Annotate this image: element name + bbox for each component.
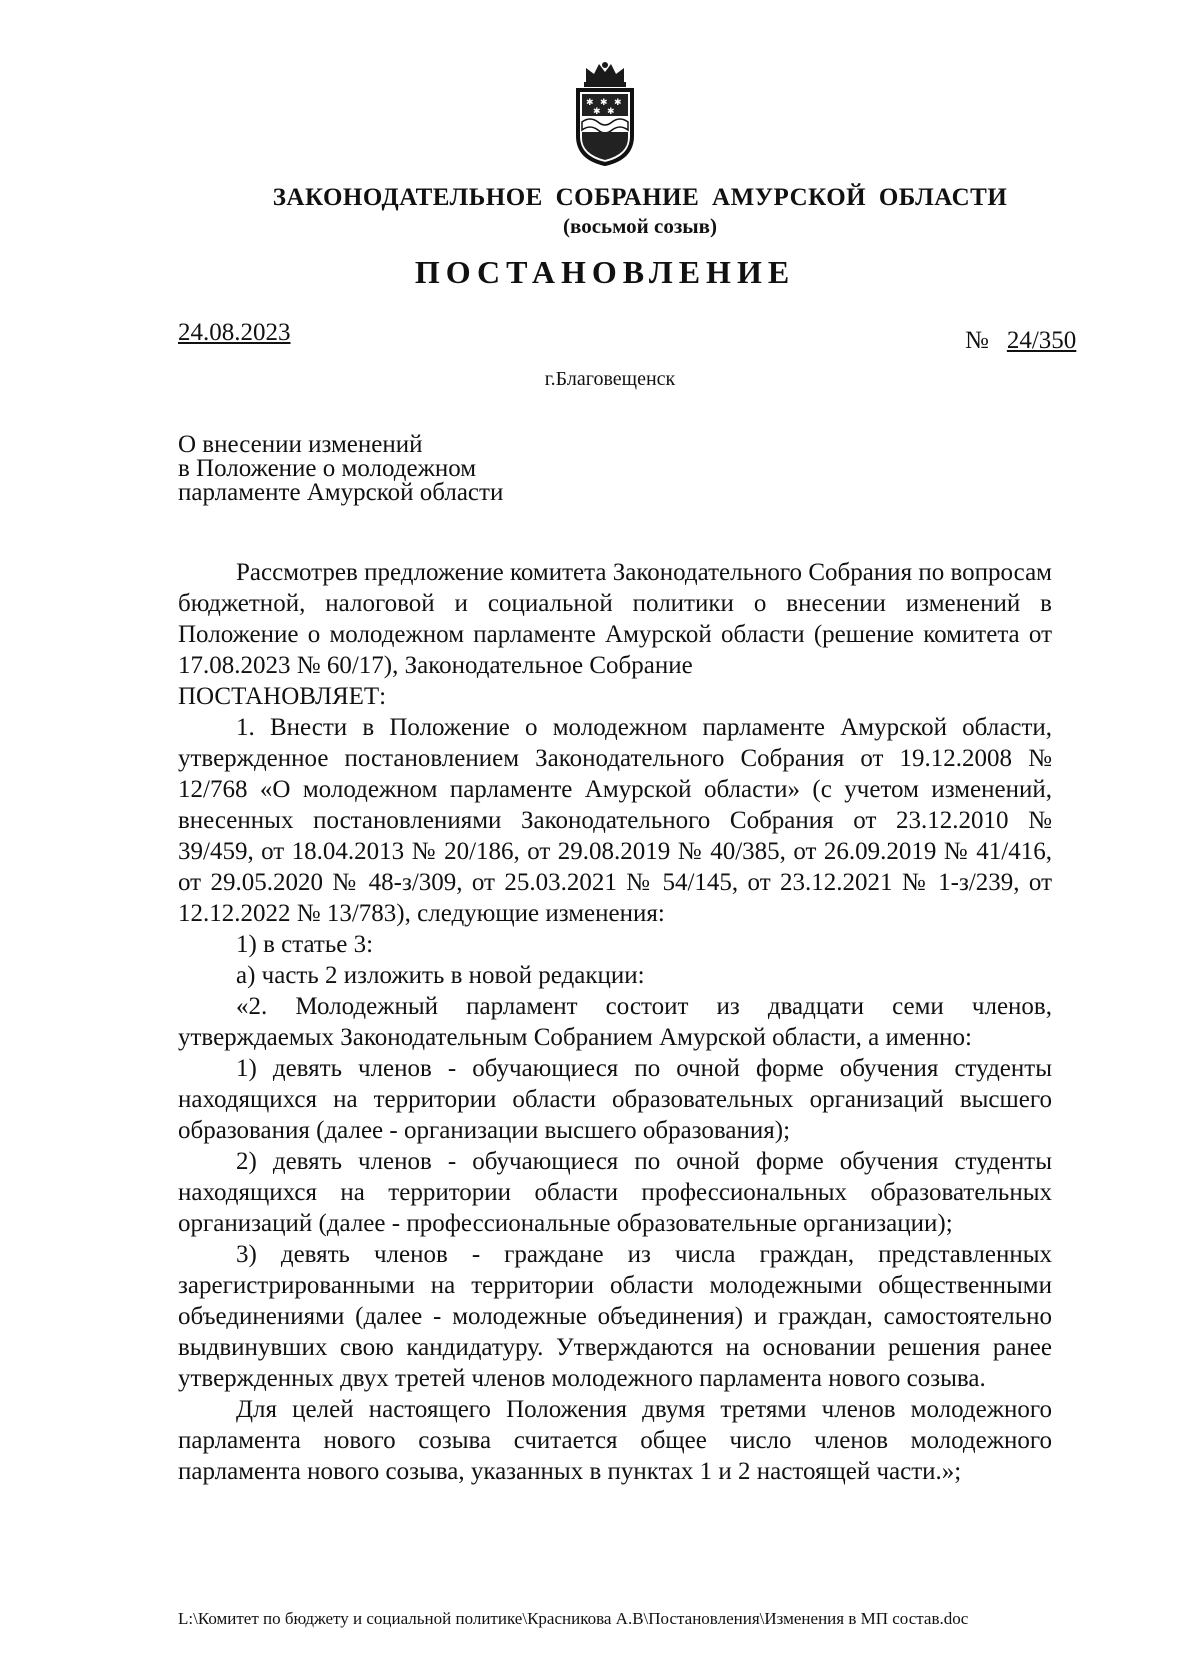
document-subject — [178, 433, 503, 505]
document-city: г.Благовещенск — [544, 368, 676, 390]
closing-paragraph: Для целей настоящего Положения двумя третями членов молодежного парламента нового созыва считается общее число членов молодежного парламента нового созыва, указанных в пунктах 1 и 2 настоящей части.»; — [178, 1396, 1052, 1485]
svg-text:✱: ✱ — [593, 107, 601, 117]
svg-text:✱: ✱ — [614, 98, 622, 108]
point-3-paragraph: 3) девять членов - граждане из числа граждан, представленных зарегистрированными на территории области молодежными общественными объединениями (далее - молодежные объединения) и граждан, самостоятельно выдвинувших свою кандидатуру. Утверждаются на основании решения ранее утвержденных двух третей членов молодежного парламента нового созыва. — [178, 1241, 1052, 1392]
subitem-1: 1) в статье 3: — [236, 931, 374, 958]
document-number — [965, 327, 1076, 355]
convocation: (восьмой созыв) — [563, 214, 717, 238]
organization-name: ЗАКОНОДАТЕЛЬНОЕ СОБРАНИЕ АМУРСКОЙ ОБЛАСТИ — [272, 184, 1008, 211]
subject-line: в Положение о молодежном — [178, 455, 477, 482]
subitem-a: а) часть 2 изложить в новой редакции: — [236, 962, 645, 989]
subject-line: парламенте Амурской области — [178, 479, 504, 506]
svg-text:✱: ✱ — [600, 98, 608, 108]
document-date: 24.08.2023 — [178, 319, 291, 346]
number-value: 24/350 — [1006, 327, 1077, 354]
document-type-title: ПОСТАНОВЛЕНИЕ — [414, 254, 796, 290]
svg-text:✱: ✱ — [586, 98, 594, 108]
document-body — [178, 557, 1052, 1487]
item-1-paragraph: 1. Внести в Положение о молодежном парламенте Амурской области, утвержденное постановлением Законодательного Собрания от 19.12.2008 № 12/768 «О молодежном парламенте Амурской области» (с учетом изменений, внесенных постановлениями Законодательного Собрания от 23.12.2010 № 39/459, от 18.04.2013 № 20/186, от 29.08.2019 № 40/385, от 26.09.2019 № 41/416, от 29.05.2020 № 48-з/309, от 25.03.2021 № 54/145, от 23.12.2021 № 1-з/239, от 12.12.2022 № 13/783), следующие изменения: — [178, 714, 1052, 927]
svg-text:✱: ✱ — [607, 107, 615, 117]
subject-line: О внесении изменений — [178, 431, 423, 458]
number-sign: № — [965, 327, 989, 354]
preamble-paragraph: Рассмотрев предложение комитета Законодательного Собрания по вопросам бюджетной, налоговой и социальной политики о внесении изменений в Положение о молодежном парламенте Амурской области (решение комитета от 17.08.2023 № 60/17), Законодательное Собрание — [178, 559, 1052, 679]
part-2-paragraph: «2. Молодежный парламент состоит из двадцати семи членов, утверждаемых Законодательным Собранием Амурской области, а именно: — [178, 993, 1052, 1051]
resolves-word: ПОСТАНОВЛЯЕТ: — [178, 683, 387, 710]
amur-oblast-coat-of-arms-icon — [572, 60, 638, 166]
point-2-paragraph: 2) девять членов - обучающиеся по очной форме обучения студенты находящихся на территории области профессиональных образовательных организаций (далее - профессиональные образовательные организации); — [178, 1148, 1052, 1237]
footer-file-path: L:\Комитет по бюджету и социальной политике\Красникова А.В\Постановления\Изменения в МП состав.doc — [178, 1609, 969, 1628]
point-1-paragraph: 1) девять членов - обучающиеся по очной форме обучения студенты находящихся на территории области образовательных организаций высшего образования (далее - организации высшего образования); — [178, 1055, 1052, 1144]
